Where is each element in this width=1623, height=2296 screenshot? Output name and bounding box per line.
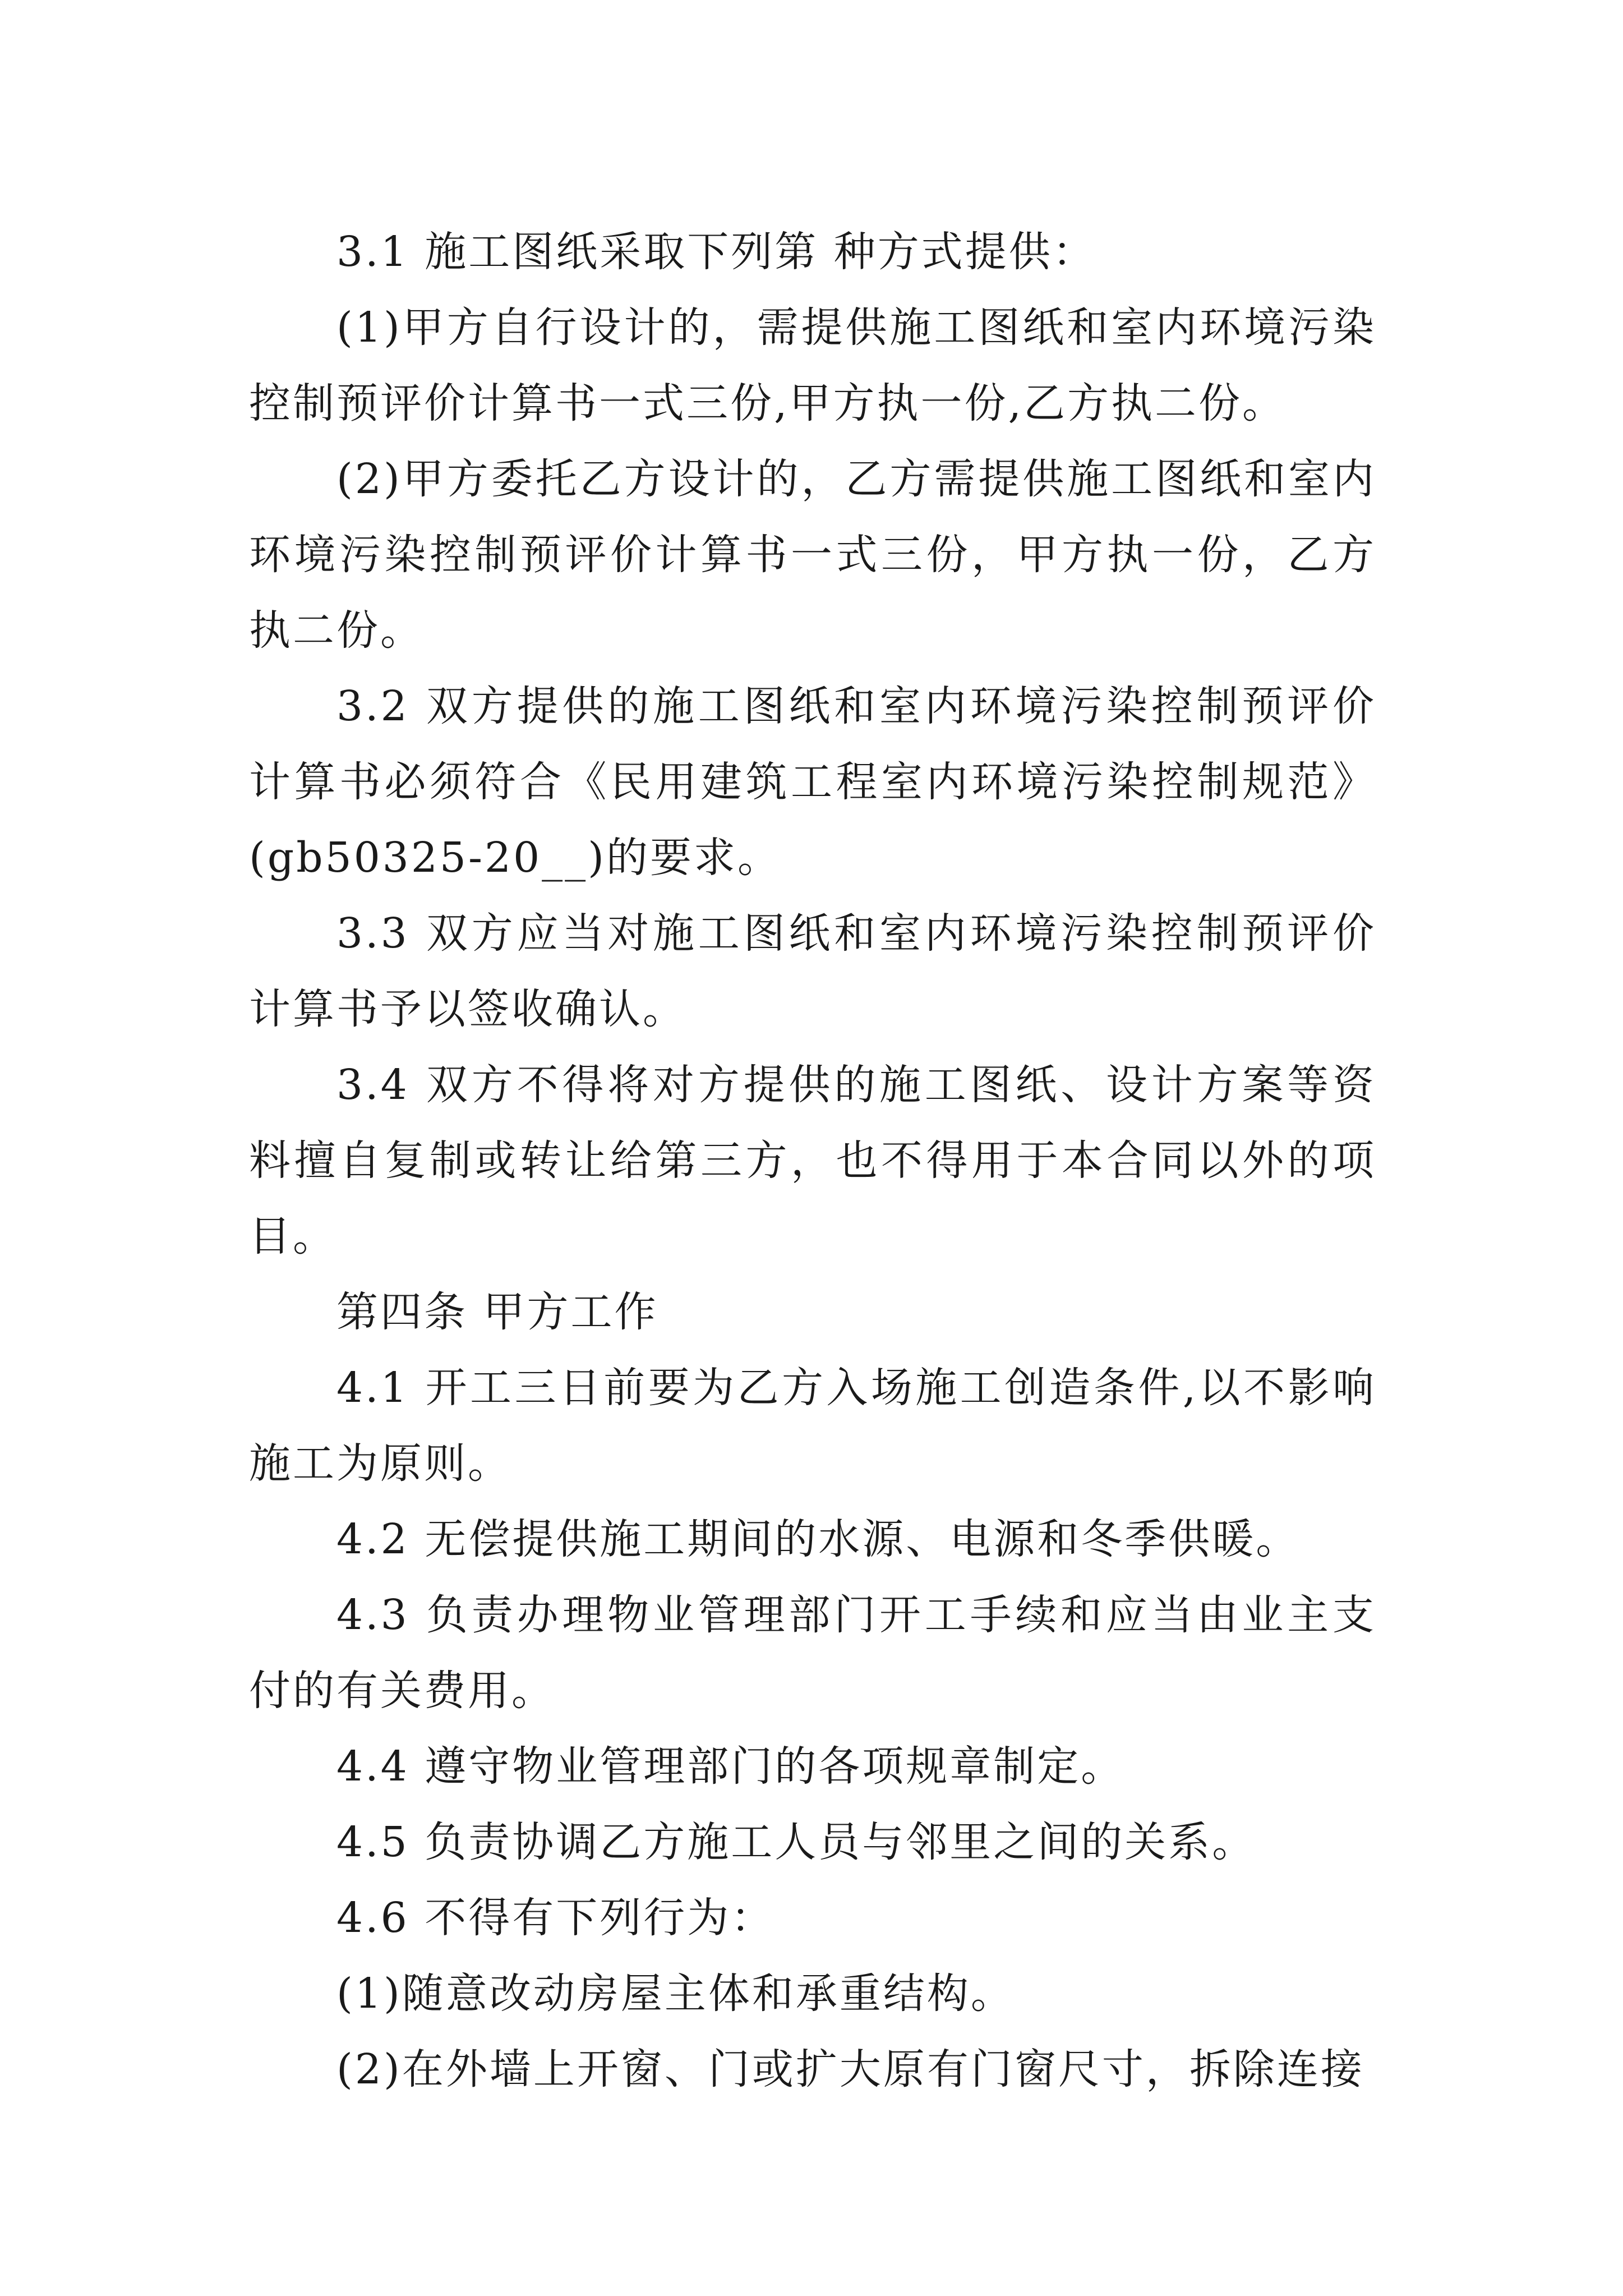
paragraph-3-1: 3.1 施工图纸采取下列第 种方式提供： bbox=[336, 228, 1096, 276]
section-heading-article-4: 第四条 甲方工作 bbox=[336, 1288, 658, 1336]
paragraph-4-3: 4.3 负责办理物业管理部门开工手续和应当由业主支付的有关费用。 bbox=[249, 1591, 1376, 1715]
paragraph-4-2: 4.2 无偿提供施工期间的水源、电源和冬季供暖。 bbox=[336, 1515, 1300, 1563]
paragraph-4-6-item-2: (2)在外墙上开窗、门或扩大原有门窗尺寸，拆除连接 bbox=[336, 2045, 1364, 2093]
paragraph-3-1-option-2: (2)甲方委托乙方设计的，乙方需提供施工图纸和室内环境污染控制预评价计算书一式三份，甲方执一份，乙方执二份。 bbox=[249, 455, 1376, 655]
paragraph-4-1: 4.1 开工三日前要为乙方入场施工创造条件,以不影响施工为原则。 bbox=[249, 1364, 1376, 1488]
paragraph-3-1-option-1: (1)甲方自行设计的，需提供施工图纸和室内环境污染控制预评价计算书一式三份,甲方执一份,乙方执二份。 bbox=[249, 303, 1376, 427]
paragraph-3-4: 3.4 双方不得将对方提供的施工图纸、设计方案等资料擅自复制或转让给第三方，也不得用于本合同以外的项目。 bbox=[249, 1061, 1376, 1260]
paragraph-3-3: 3.3 双方应当对施工图纸和室内环境污染控制预评价计算书予以签收确认。 bbox=[249, 909, 1376, 1033]
paragraph-4-4: 4.4 遵守物业管理部门的各项规章制定。 bbox=[336, 1742, 1125, 1791]
document-body bbox=[249, 214, 1376, 2108]
paragraph-3-2: 3.2 双方提供的施工图纸和室内环境污染控制预评价计算书必须符合《民用建筑工程室内环境污染控制规范》(gb50325-20__)的要求。 bbox=[249, 682, 1376, 882]
paragraph-4-6-item-1: (1)随意改动房屋主体和承重结构。 bbox=[336, 1970, 1015, 2018]
paragraph-4-5: 4.5 负责协调乙方施工人员与邻里之间的关系。 bbox=[336, 1818, 1256, 1866]
paragraph-4-6: 4.6 不得有下列行为： bbox=[336, 1894, 775, 1942]
